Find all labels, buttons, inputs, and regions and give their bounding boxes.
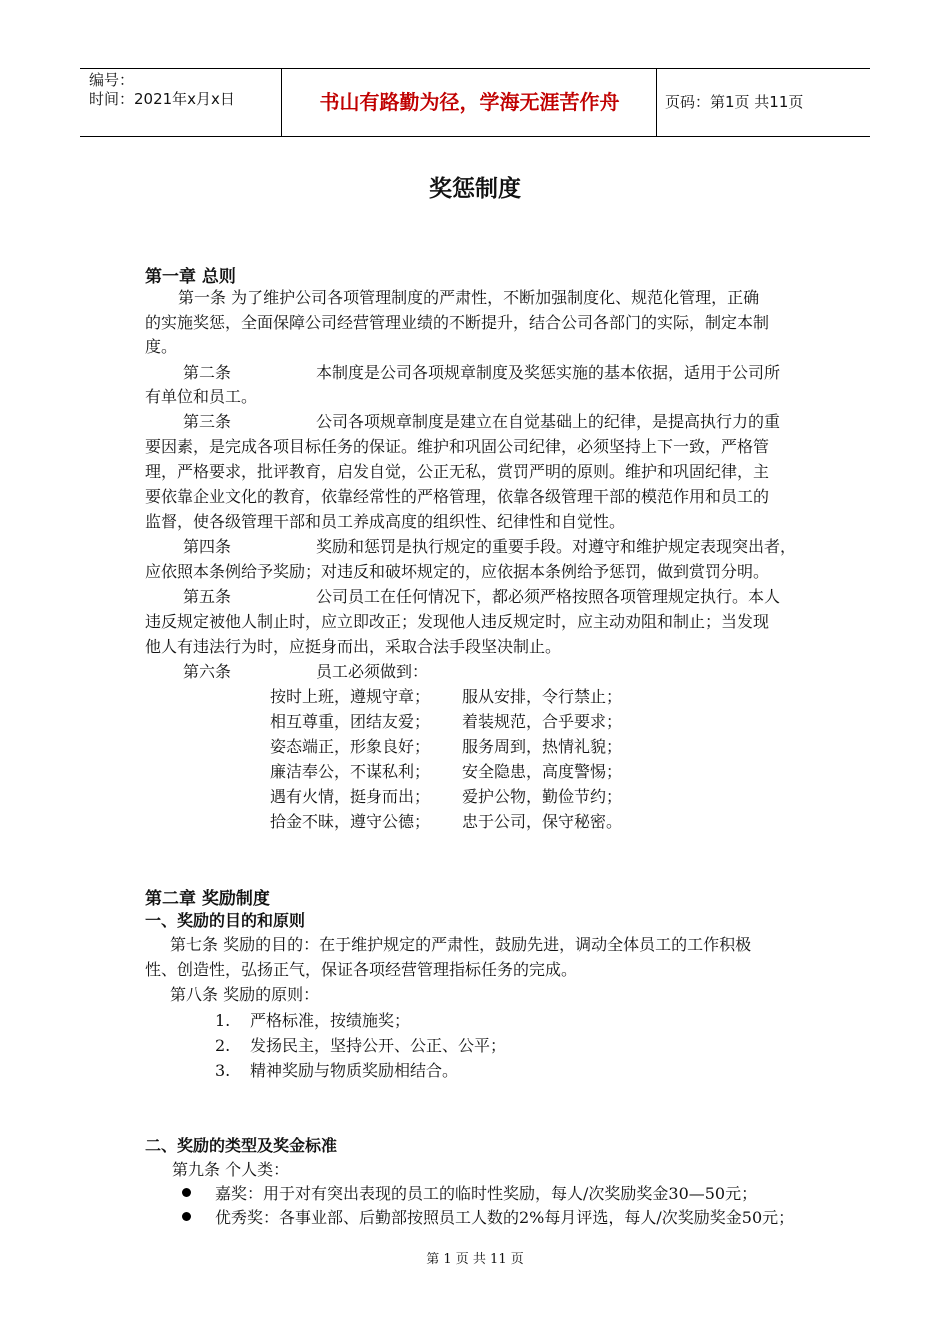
page-footer: 第 1 页 共 11 页 bbox=[426, 1252, 524, 1267]
bullet-item: 嘉奖：用于对有突出表现的员工的临时性奖励，每人/次奖励奖金30—50元； bbox=[215, 1184, 758, 1203]
article7-line: 第七条 奖励的目的：在于维护规定的严肃性，鼓励先进，调动全体员工的工作积极 bbox=[170, 935, 752, 954]
rule-item: 遇有火情，挺身而出； bbox=[270, 787, 431, 806]
rule-item: 安全隐患，高度警惕； bbox=[462, 762, 623, 781]
list-item: 精神奖励与物质奖励相结合。 bbox=[250, 1061, 459, 1080]
article3-line: 要因素，是完成各项目标任务的保证。维护和巩固公司纪律，必须坚持上下一致，严格管 bbox=[145, 437, 770, 456]
article2-label: 第二条 bbox=[183, 363, 232, 382]
chapter2-heading: 第二章 奖励制度 bbox=[145, 889, 270, 909]
article4-line: 奖励和惩罚是执行规定的重要手段。对遵守和维护规定表现突出者， bbox=[316, 537, 797, 556]
article3-line: 公司各项规章制度是建立在自觉基础上的纪律，是提高执行力的重 bbox=[316, 412, 781, 431]
header-page-info: 页码：第1页 共11页 bbox=[665, 93, 804, 111]
document-title: 奖惩制度 bbox=[429, 176, 521, 202]
bullet-item: 优秀奖：各事业部、后勤部按照员工人数的2%每月评选，每人/次奖励奖金50元； bbox=[215, 1208, 795, 1227]
article9-line: 第九条 个人类： bbox=[172, 1160, 290, 1179]
rule-item: 服务周到，热情礼貌； bbox=[462, 737, 623, 756]
list-item: 发扬民主，坚持公开、公正、公平； bbox=[250, 1036, 507, 1055]
article7-line: 性、创造性，弘扬正气，保证各项经营管理指标任务的完成。 bbox=[145, 960, 578, 979]
article3-line: 要依靠企业文化的教育，依靠经常性的严格管理，依靠各级管理干部的模范作用和员工的 bbox=[145, 487, 770, 506]
rule-item: 按时上班，遵规守章； bbox=[270, 687, 431, 706]
list-item: 严格标准，按绩施奖； bbox=[250, 1011, 411, 1030]
article6-line: 员工必须做到： bbox=[316, 662, 429, 681]
article1-line: 度。 bbox=[145, 337, 178, 356]
article4-line: 应依照本条例给予奖励；对违反和破坏规定的，应依据本条例给予惩罚，做到赏罚分明。 bbox=[145, 562, 770, 581]
header-meta bbox=[89, 71, 235, 109]
article5-line: 他人有违法行为时，应挺身而出，采取合法手段坚决制止。 bbox=[145, 637, 562, 656]
rule-item: 服从安排，令行禁止； bbox=[462, 687, 623, 706]
rule-item: 着装规范，合乎要求； bbox=[462, 712, 623, 731]
article2-line: 本制度是公司各项规章制度及奖惩实施的基本依据，适用于公司所 bbox=[316, 363, 781, 382]
chapter1-heading: 第一章 总则 bbox=[145, 267, 236, 287]
rule-item: 相互尊重，团结友爱； bbox=[270, 712, 431, 731]
rule-item: 拾金不昧，遵守公德； bbox=[270, 812, 431, 831]
bullet-dot-icon bbox=[182, 1188, 191, 1197]
list-number: 1. bbox=[215, 1011, 231, 1030]
rule-item: 廉洁奉公，不谋私利； bbox=[270, 762, 431, 781]
article5-line: 违反规定被他人制止时，应立即改正；发现他人违反规定时，应主动劝阻和制止；当发现 bbox=[145, 612, 770, 631]
article3-line: 理，严格要求，批评教育，启发自觉，公正无私，赏罚严明的原则。维护和巩固纪律，主 bbox=[145, 462, 770, 481]
article8-line: 第八条 奖励的原则： bbox=[170, 985, 320, 1004]
list-number: 2. bbox=[215, 1036, 231, 1055]
rule-item: 忠于公司，保守秘密。 bbox=[462, 812, 623, 831]
number-label: 编号： bbox=[89, 71, 135, 89]
document-header bbox=[80, 68, 870, 137]
header-motto: 书山有路勤为径，学海无涯苦作舟 bbox=[319, 90, 620, 114]
article5-label: 第五条 bbox=[183, 587, 232, 606]
article3-line: 监督，使各级管理干部和员工养成高度的组织性、纪律性和自觉性。 bbox=[145, 512, 626, 531]
article5-line: 公司员工在任何情况下，都必须严格按照各项管理规定执行。本人 bbox=[316, 587, 781, 606]
section2-heading: 二、奖励的类型及奖金标准 bbox=[145, 1136, 338, 1155]
article4-label: 第四条 bbox=[183, 537, 232, 556]
article6-label: 第六条 bbox=[183, 662, 232, 681]
section1-heading: 一、奖励的目的和原则 bbox=[145, 911, 306, 930]
bullet-dot-icon bbox=[182, 1212, 191, 1221]
article1-line: 第一条 为了维护公司各项管理制度的严肃性，不断加强制度化、规范化管理，正确 bbox=[178, 288, 760, 307]
article1-line: 的实施奖惩，全面保障公司经营管理业绩的不断提升，结合公司各部门的实际，制定本制 bbox=[145, 313, 770, 332]
rule-item: 姿态端正，形象良好； bbox=[270, 737, 431, 756]
date-label: 时间：2021年x月x日 bbox=[89, 90, 235, 108]
rule-item: 爱护公物，勤俭节约； bbox=[462, 787, 623, 806]
article3-label: 第三条 bbox=[183, 412, 232, 431]
list-number: 3. bbox=[215, 1061, 231, 1080]
article2-line: 有单位和员工。 bbox=[145, 387, 258, 406]
